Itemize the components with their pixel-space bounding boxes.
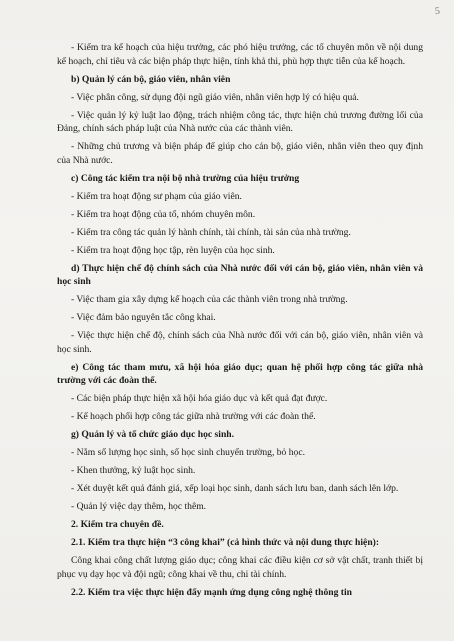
paragraph: - Kiểm tra công tác quản lý hành chính, tài chính, tài sản của nhà trường. [71, 226, 351, 238]
document-body [57, 41, 423, 604]
paragraph: - Việc tham gia xây dựng kế hoạch của các thành viên trong nhà trường. [71, 294, 348, 306]
paragraph: - Kiểm tra hoạt động học tập, rèn luyện của học sinh. [71, 244, 275, 256]
paragraph: - Việc đảm bảo nguyên tắc công khai. [71, 312, 216, 324]
section-heading: e) Công tác tham mưu, xã hội hóa giáo dục; quan hệ phối hợp công tác giữa nhà trường với các đoàn thể. [57, 361, 423, 387]
section-heading: c) Công tác kiểm tra nội bộ nhà trường của hiệu trưởng [71, 172, 300, 184]
paragraph: - Việc quản lý kỷ luật lao động, trách nhiệm công tác, thực hiện chủ trương đường lối của Đảng, chính sách pháp luật của Nhà nước của các thành viên. [57, 109, 423, 135]
paragraph: - Xét duyệt kết quả đánh giá, xếp loại học sinh, danh sách lưu ban, danh sách lên lớp. [71, 483, 399, 495]
paragraph: - Nắm số lượng học sinh, số học sinh chuyển trường, bỏ học. [71, 447, 305, 459]
paragraph: - Kế hoạch phối hợp công tác giữa nhà trường với các đoàn thể. [71, 411, 316, 423]
section-heading: b) Quản lý cán bộ, giáo viên, nhân viên [71, 73, 231, 85]
paragraph: - Việc phân công, sử dụng đội ngũ giáo viên, nhân viên hợp lý có hiệu quả. [71, 91, 359, 103]
paragraph: - Kiểm tra kế hoạch của hiệu trưởng, các phó hiệu trưởng, các tổ chuyên môn về nội dung kế hoạch, chỉ tiêu và các biện pháp thực hiện, tính khả thi, phù hợp thực tiễn của kế hoạch. [57, 42, 423, 67]
section-heading: d) Thực hiện chế độ chính sách của Nhà nước đối với cán bộ, giáo viên, nhân viên và học sinh [57, 262, 423, 288]
page-number: 5 [434, 5, 441, 18]
section-heading: 2. Kiểm tra chuyên đề. [71, 519, 164, 531]
paragraph: - Các biện pháp thực hiện xã hội hóa giáo dục và kết quả đạt được. [71, 393, 328, 405]
section-heading: 2.2. Kiểm tra việc thực hiện đẩy mạnh ứng dụng công nghệ thông tin [71, 586, 352, 598]
paragraph: - Quản lý việc dạy thêm, học thêm. [71, 501, 207, 513]
paragraph: - Những chủ trương và biện pháp để giúp cho cán bộ, giáo viên, nhân viên theo quy định của Nhà nước. [57, 141, 423, 166]
section-heading: g) Quản lý và tổ chức giáo dục học sinh. [71, 429, 235, 441]
paragraph: - Khen thưởng, kỷ luật học sinh. [71, 465, 196, 477]
paragraph: Công khai công chất lượng giáo dục; công khai các điều kiện cơ sở vật chất, tranh thiết bị phục vụ dạy học và đội ngũ; công khai về thu, chi tài chính. [57, 555, 423, 580]
paragraph: - Kiểm tra hoạt động sư phạm của giáo viên. [71, 190, 242, 202]
section-heading: 2.1. Kiểm tra thực hiện “3 công khai” (cả hình thức và nội dung thực hiện): [71, 537, 380, 549]
paragraph: - Việc thực hiện chế độ, chính sách của Nhà nước đối với cán bộ, giáo viên, nhân viên và học sinh. [57, 330, 423, 355]
paragraph: - Kiểm tra hoạt động của tổ, nhóm chuyên môn. [71, 208, 256, 220]
